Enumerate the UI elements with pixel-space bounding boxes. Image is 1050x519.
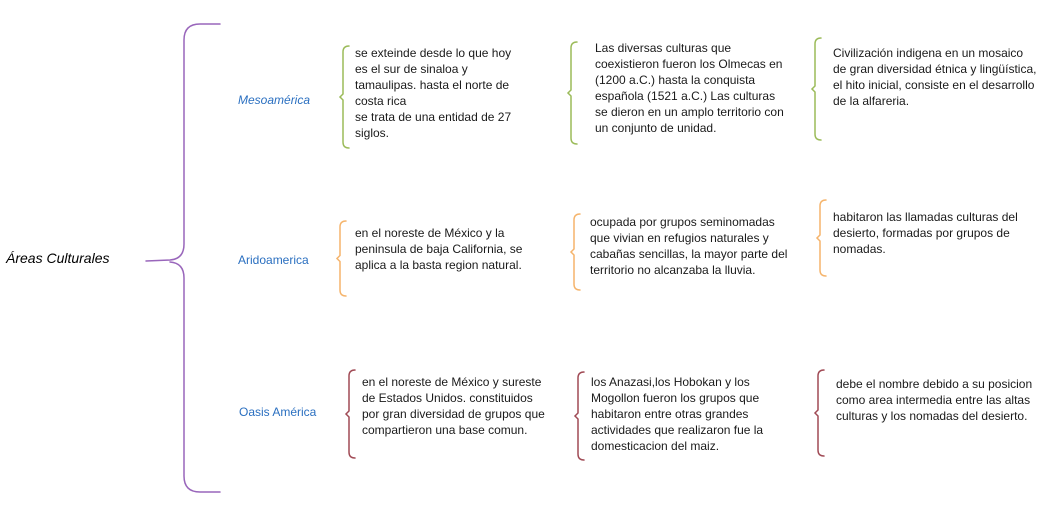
oasisamerica-bracket-2	[575, 372, 584, 460]
cell-paragraph: habitaron las llamadas culturas del desierto, formadas por grupos de nomadas.	[833, 210, 1018, 256]
oasisamerica-cell-location	[362, 374, 552, 438]
aridoamerica-cell-groups	[590, 214, 795, 278]
aridoamerica-cell-location	[355, 225, 527, 273]
mesoamerica-bracket-2	[568, 42, 577, 144]
cell-paragraph: se trata de una entidad de 27 siglos.	[355, 110, 512, 140]
oasisamerica-cell-name-origin	[836, 376, 1036, 424]
cell-paragraph: se exteinde desde lo que hoy es el sur de sinaloa y tamaulipas. hasta el norte de costa rica	[355, 46, 512, 108]
cell-paragraph: en el noreste de México y la peninsula de baja California, se aplica a la basta region natural.	[355, 226, 523, 272]
cell-paragraph: los Anazasi,los Hobokan y los Mogollon fueron los grupos que habitaron entre otras grandes actividades que realizaron fue la domesticacion del maiz.	[591, 375, 764, 453]
aridoamerica-cell-desert-cultures	[833, 209, 1039, 257]
category-label-mesoamerica: Mesoamérica	[238, 93, 311, 107]
aridoamerica-bracket-2	[571, 214, 580, 290]
aridoamerica-bracket-1	[337, 221, 346, 296]
mesoamerica-cell-civilization	[833, 45, 1039, 109]
cell-paragraph: en el noreste de México y sureste de Estados Unidos. constituidos por gran diversidad de grupos que compartieron una base comun.	[362, 375, 545, 437]
cell-paragraph: ocupada por grupos seminomadas que vivian en refugios naturales y cabañas sencillas, la mayor parte del territorio no alcanzaba la lluvia.	[590, 215, 788, 277]
category-label-oasisamerica: Oasis América	[239, 405, 317, 419]
mesoamerica-bracket-3	[812, 38, 821, 140]
category-label-aridoamerica: Aridoamerica	[238, 253, 309, 267]
mesoamerica-cell-location	[355, 45, 527, 141]
diagram-title: Áreas Culturales	[6, 250, 110, 266]
oasisamerica-bracket-3	[815, 370, 824, 456]
cell-paragraph: debe el nombre debido a su posicion como area intermedia entre las altas culturas y los nomadas del desierto.	[836, 377, 1033, 423]
main-brace	[146, 24, 220, 492]
oasisamerica-cell-groups	[591, 374, 776, 454]
cell-paragraph: Las diversas culturas que coexistieron fueron los Olmecas en (1200 a.C.) hasta la conquista española (1521 a.C.) Las culturas se dieron en un amplo territorio con un conjunto de unidad.	[595, 41, 784, 135]
mesoamerica-bracket-1	[340, 46, 349, 148]
oasisamerica-bracket-1	[346, 370, 355, 458]
aridoamerica-bracket-3	[817, 200, 826, 276]
mesoamerica-cell-cultures	[595, 40, 785, 136]
cell-paragraph: Civilización indigena en un mosaico de gran diversidad étnica y lingüística, el hito inicial, consiste en el desarrollo de la alfareria.	[833, 46, 1037, 108]
